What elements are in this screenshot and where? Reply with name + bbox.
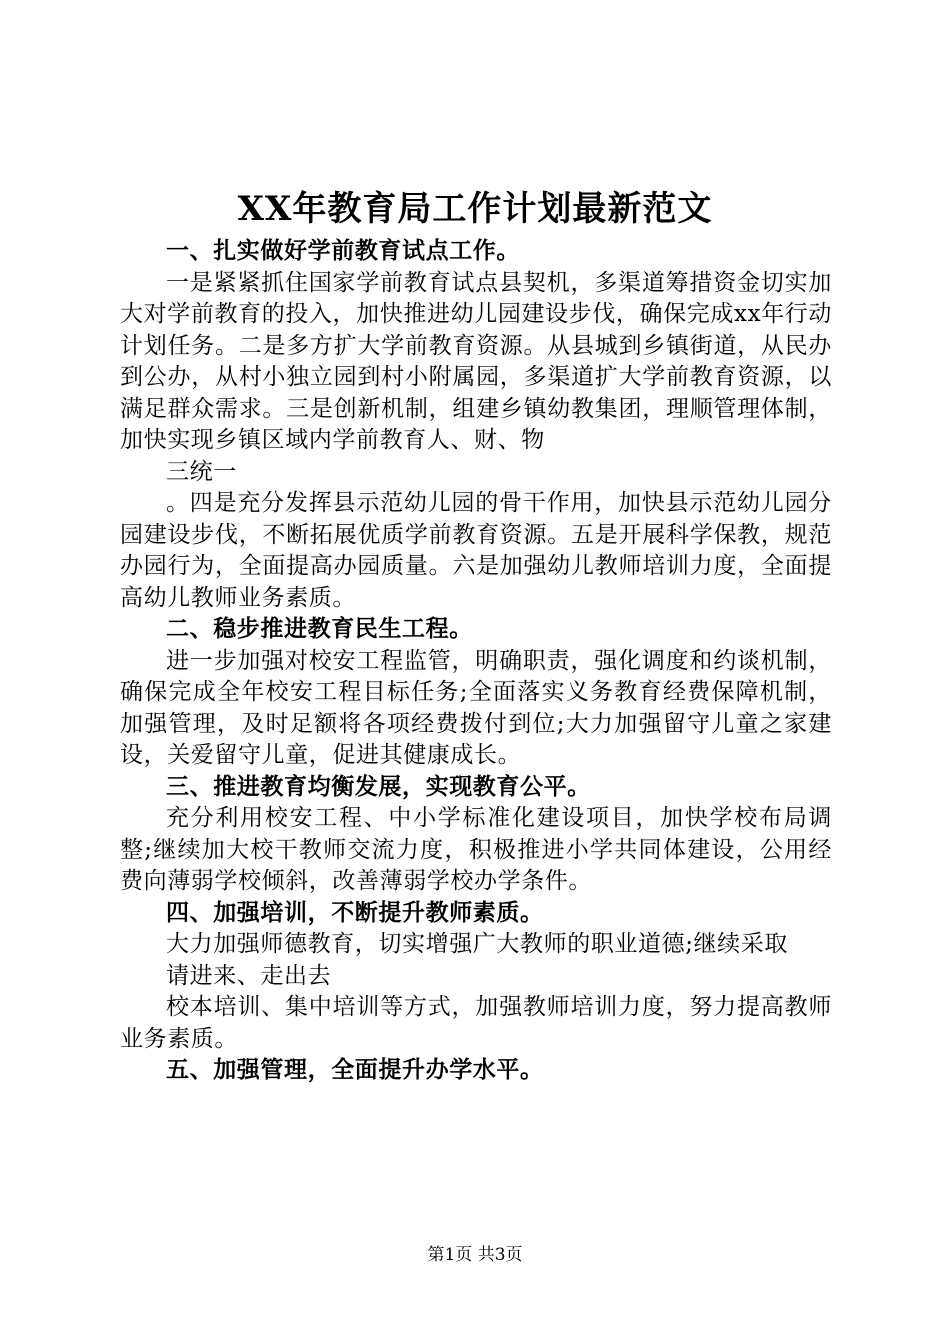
paragraph: 三统一 [166, 458, 237, 485]
paragraph: 校本培训、集中培训等方式，加强教师培训力度，努力提高教师业务素质。 [120, 994, 832, 1052]
section-heading-3: 三、推进教育均衡发展，实现教育公平。 [166, 773, 591, 800]
section-heading-1: 一、扎实做好学前教育试点工作。 [166, 238, 520, 264]
paragraph: 请进来、走出去 [166, 962, 332, 989]
document-title: XX年教育局工作计划最新范文 [237, 189, 713, 229]
paragraph: 进一步加强对校安工程监管，明确职责，强化调度和约谈机制，确保完成全年校安工程目标任务;全面落实义务教育经费保障机制，加强管理，及时足额将各项经费拨付到位;大力加强留守儿童之家建设，关爱留守儿童，促进其健康成长。 [120, 647, 832, 768]
section-heading-4: 四、加强培训，不断提升教师素质。 [166, 899, 544, 926]
section-heading-2: 二、稳步推进教育民生工程。 [166, 616, 473, 642]
document-body [120, 236, 832, 1087]
page-footer: 第1页 共3页 [427, 1245, 523, 1265]
paragraph: 一是紧紧抓住国家学前教育试点县契机，多渠道筹措资金切实加大对学前教育的投入，加快推进幼儿园建设步伐，确保完成xx年行动计划任务。二是多方扩大学前教育资源。从县城到乡镇街道，从民办到公办，从村小独立园到村小附属园，多渠道扩大学前教育资源，以满足群众需求。三是创新机制，组建乡镇幼教集团，理顺管理体制，加快实现乡镇区域内学前教育人、财、物 [120, 269, 832, 453]
paragraph: 。四是充分发挥县示范幼儿园的骨干作用，加快县示范幼儿园分园建设步伐，不断拓展优质学前教育资源。五是开展科学保教，规范办园行为，全面提高办园质量。六是加强幼儿教师培训力度，全面提高幼儿教师业务素质。 [120, 490, 832, 611]
paragraph: 大力加强师德教育，切实增强广大教师的职业道德;继续采取 [166, 931, 788, 957]
paragraph: 充分利用校安工程、中小学标准化建设项目，加快学校布局调整;继续加大校干教师交流力度，积极推进小学共同体建设，公用经费向薄弱学校倾斜，改善薄弱学校办学条件。 [120, 805, 832, 894]
section-heading-5: 五、加强管理，全面提升办学水平。 [166, 1057, 544, 1083]
